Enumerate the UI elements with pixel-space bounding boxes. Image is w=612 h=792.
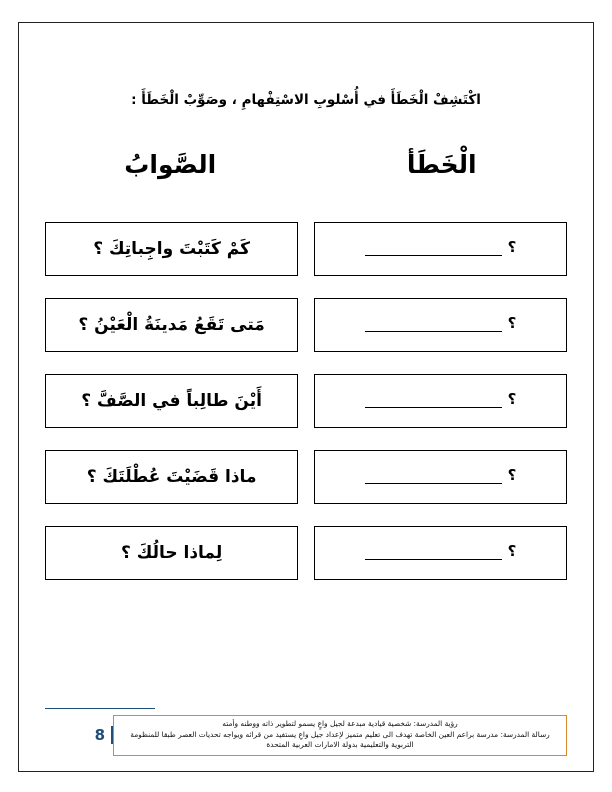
question-mark: ؟ [507,314,517,332]
error-sentence: مَتى تَقَعُ مَدينَةُ الْعَيْنُ ؟ [78,315,265,335]
table-row [45,222,567,276]
answer-blank[interactable] [365,469,502,484]
answer-cell[interactable] [314,222,567,276]
instruction-text: اكْتَشِفْ الْخَطَأَ في أُسْلوبِ الاسْتِفْهامِ ، وصَوِّبْ الْخَطَأَ : [131,92,481,108]
answer-line[interactable] [330,314,551,336]
answer-cell[interactable] [314,374,567,428]
answer-cell[interactable] [314,526,567,580]
error-cell [45,374,298,428]
question-mark: ؟ [507,238,517,256]
answer-line[interactable] [330,238,551,260]
table-row [45,450,567,504]
answer-blank[interactable] [365,545,502,560]
answer-line[interactable] [330,542,551,564]
footer-vision-box [113,715,567,756]
table-row [45,298,567,352]
answer-blank[interactable] [365,393,502,408]
column-header-correct: الصَّوابُ [124,150,217,179]
question-mark: ؟ [507,542,517,560]
answer-cell[interactable] [314,298,567,352]
footer-line-mission: رسالة المدرسة: مدرسة براعم العين الخاصة تهدف الى تعليم متميز لإعداد جيل واعٍ يستفيد من قرائه ويواجه تحديات العصر طبقا للمنظومة [130,729,550,739]
answer-blank[interactable] [365,317,502,332]
error-sentence: أَيْنَ طالِباً في الصَّفَّ ؟ [81,391,262,411]
footer-line-vision: رؤية المدرسة: شخصية قيادية مبدعة لجيل واعٍ يسمو لتطوير ذاته ووطنه وأمته [222,718,458,728]
table-row [45,526,567,580]
answer-line[interactable] [330,466,551,488]
error-sentence: لِماذا حالُكَ ؟ [120,543,223,563]
error-cell [45,526,298,580]
error-cell [45,222,298,276]
answer-blank[interactable] [365,241,502,256]
answer-cell[interactable] [314,450,567,504]
error-sentence: ماذا قَضَيْتَ عُطْلَتَكَ ؟ [86,467,257,487]
page-footer [45,715,567,756]
question-mark: ؟ [507,466,517,484]
worksheet-rows [45,222,567,580]
table-row [45,374,567,428]
footer-divider [45,708,155,709]
answer-line[interactable] [330,390,551,412]
page-number: 8 [87,726,113,744]
error-cell [45,450,298,504]
error-cell [45,298,298,352]
question-mark: ؟ [507,390,517,408]
column-header-error: الْخَطَأ [406,150,477,179]
error-sentence: كَمْ كَتَبْتَ واجِباتِكَ ؟ [93,239,250,259]
page-number-wrap [49,726,113,744]
column-headers [45,150,567,179]
footer-line-mission-cont: التربوية والتعليمية بدولة الامارات العربية المتحدة [266,740,414,750]
